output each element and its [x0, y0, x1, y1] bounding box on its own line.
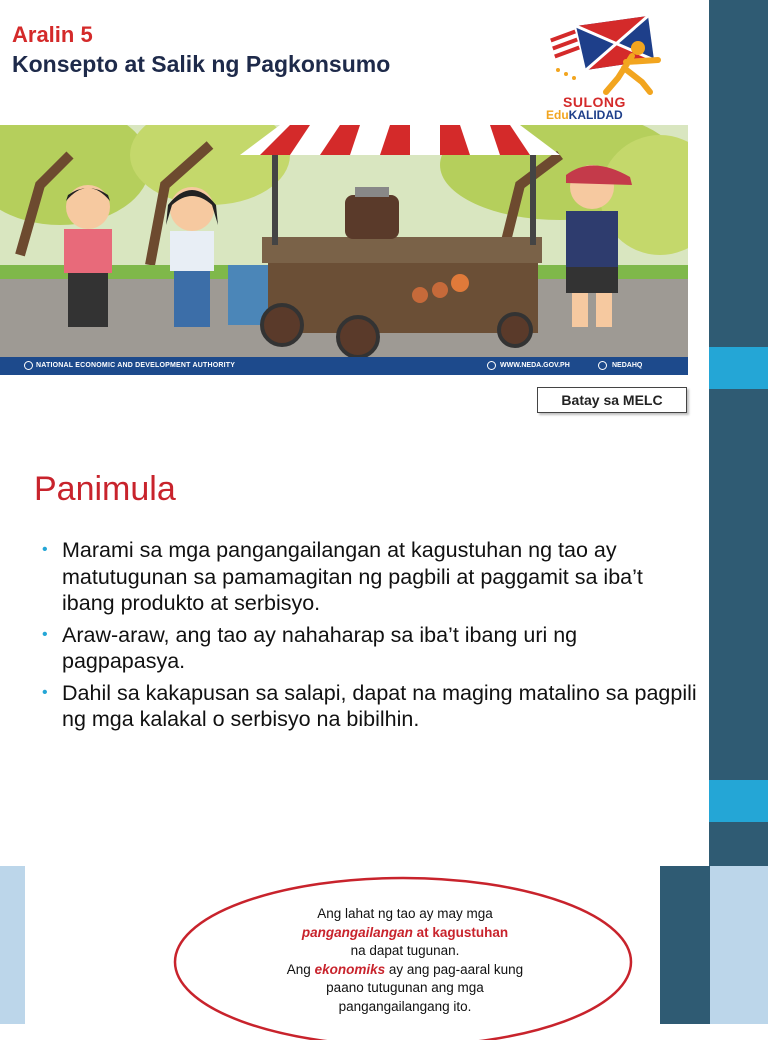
melc-badge: Batay sa MELC [537, 387, 687, 413]
neda-logo-icon [24, 361, 33, 370]
illustration-footer [0, 357, 688, 375]
list-item: • Araw-araw, ang tao ay nahaharap sa iba’t ibang uri ng pagpapasya. [42, 622, 578, 673]
side-accent-top [709, 347, 768, 389]
bullet-dot-icon: • [42, 541, 48, 558]
logo-text-sulong: SULONG [563, 94, 626, 110]
panel-right-light [710, 866, 768, 1024]
social-media-icon [598, 361, 607, 370]
bullet-dot-icon: • [42, 683, 48, 701]
footer-website: WWW.NEDA.GOV.PH [500, 362, 570, 369]
panel-right-dark [660, 866, 710, 1024]
globe-icon [487, 361, 496, 370]
list-item: • Dahil sa kakapusan sa salapi, dapat na maging matalino sa pagpili ng mga kalakal o serbisyo na bibilhin. [42, 680, 697, 731]
side-bar [709, 0, 768, 866]
logo-text-edukalidad: EduKALIDAD [546, 108, 623, 122]
street-vendor-illustration [0, 125, 688, 357]
bullet-dot-icon: • [42, 625, 48, 643]
panel-left-accent [0, 866, 25, 1024]
footer-agency: NATIONAL ECONOMIC AND DEVELOPMENT AUTHORITY [36, 362, 236, 369]
intro-bullet-list [40, 537, 700, 738]
lesson-number: Aralin 5 [12, 22, 93, 47]
intro-heading: Panimula [34, 470, 176, 508]
footer-social-handle: NEDAHQ [612, 362, 643, 369]
list-item: • Marami sa mga pangangailangan at kagustuhan ng tao ay matutugunan sa pamamagitan ng pagbili at paggamit sa iba’t ibang produkto at serbisyo. [42, 538, 643, 615]
lesson-title: Konsepto at Salik ng Pagkonsumo [12, 51, 391, 77]
side-accent-bottom [709, 780, 768, 822]
bubble-text: Ang lahat ng tao ay may mga pangangailangan at kagustuhan na dapat tugunan. Ang ekonomiks ay ang pag-aaral kung paano tutugunan ang mga pangangailangang ito. [286, 906, 524, 1014]
